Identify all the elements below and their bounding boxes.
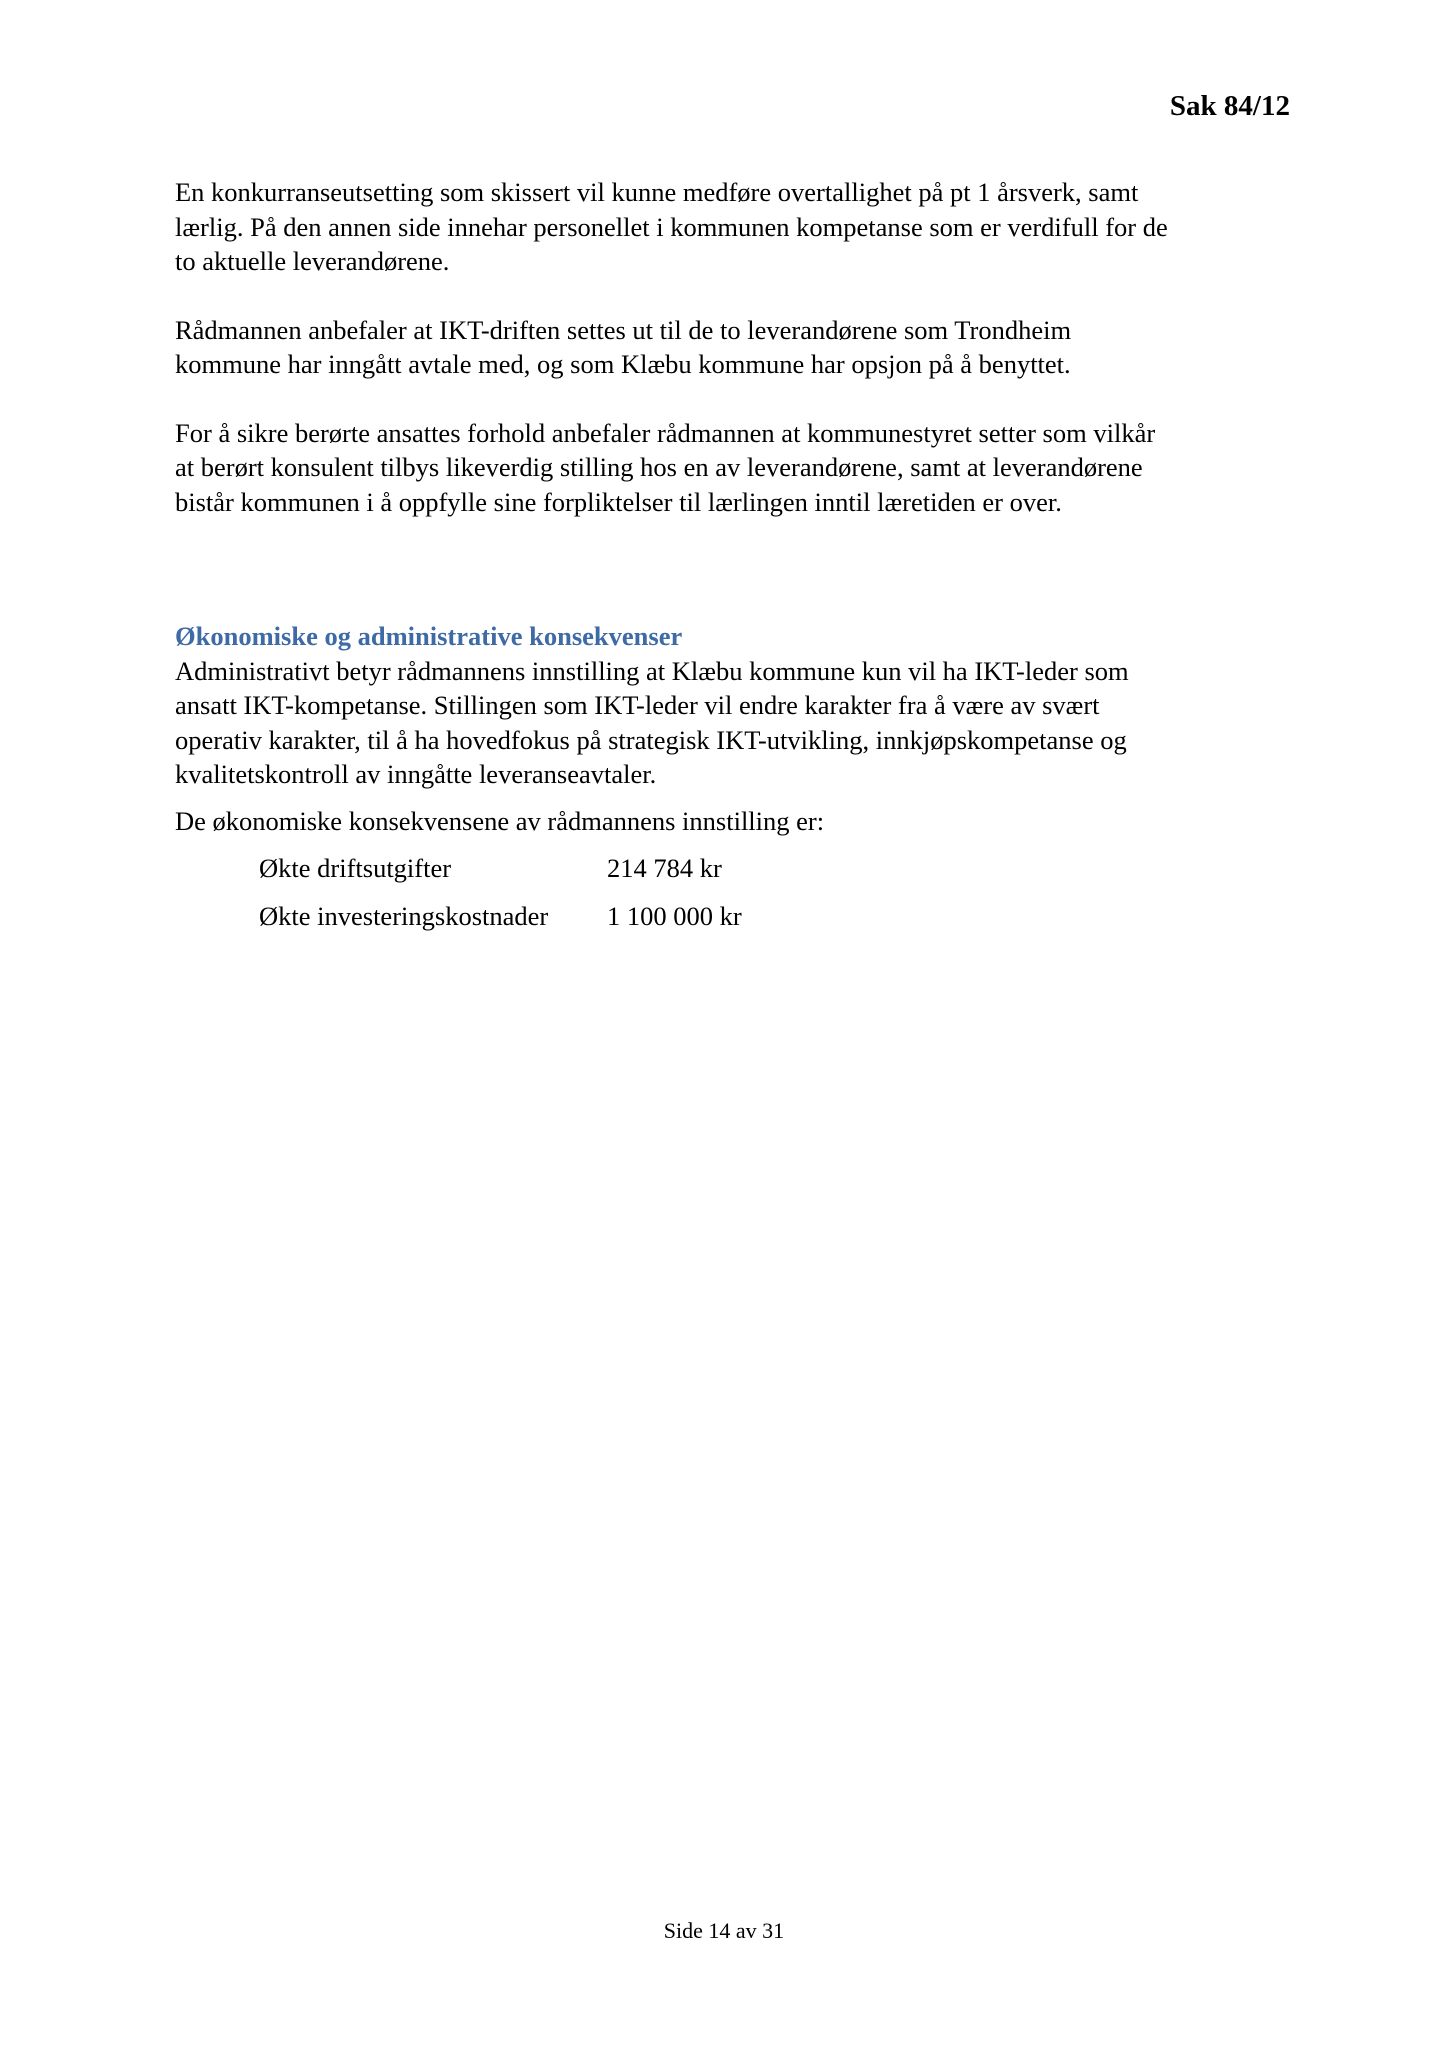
text-line: En konkurranseutsetting som skissert vil kunne medføre overtallighet på pt 1 årsverk, samt bbox=[175, 177, 1139, 207]
paragraph-employee-conditions bbox=[175, 416, 1295, 520]
text-line: to aktuelle leverandørene. bbox=[175, 246, 450, 276]
document-body bbox=[175, 175, 1295, 940]
text-line: For å sikre berørte ansattes forhold anbefaler rådmannen at kommunestyret setter som vilkår bbox=[175, 417, 1156, 448]
cost-table bbox=[259, 844, 742, 940]
cost-value: 1 100 000 kr bbox=[607, 900, 742, 931]
text-line: kommune har inngått avtale med, og som Klæbu kommune har opsjon på å benyttet. bbox=[175, 349, 1071, 379]
text-line: ansatt IKT-kompetanse. Stillingen som IKT-leder vil endre karakter fra å være av svært bbox=[175, 690, 1100, 720]
paragraph-spacer bbox=[175, 382, 1295, 416]
paragraph-economic-intro bbox=[175, 804, 1295, 839]
text-line: at berørt konsulent tilbys likeverdig stilling hos en av leverandørene, samt at leverandørene bbox=[175, 452, 1143, 482]
text-line: De økonomiske konsekvensene av rådmannens innstilling er: bbox=[175, 805, 825, 836]
cost-label: Økte driftsutgifter bbox=[259, 852, 452, 883]
paragraph-administrative bbox=[175, 654, 1295, 792]
paragraph-overstaffing bbox=[175, 175, 1295, 279]
cost-label: Økte investeringskostnader bbox=[259, 900, 549, 931]
section-heading: Økonomiske og administrative konsekvenser bbox=[175, 621, 683, 651]
text-line: Administrativt betyr rådmannens innstilling at Klæbu kommune kun vil ha IKT-leder som bbox=[175, 655, 1129, 686]
paragraph-spacer bbox=[175, 279, 1295, 313]
text-line: lærlig. På den annen side innehar personellet i kommunen kompetanse som er verdifull for de bbox=[175, 211, 1168, 242]
text-line: kvalitetskontroll av inngåtte leveranseavtaler. bbox=[175, 759, 657, 789]
table-row bbox=[259, 892, 742, 940]
table-row bbox=[259, 844, 742, 892]
page-number: Side 14 av 31 bbox=[663, 1918, 785, 1943]
cost-value: 214 784 kr bbox=[607, 852, 722, 883]
text-line: Rådmannen anbefaler at IKT-driften settes ut til de to leverandørene som Trondheim bbox=[175, 314, 1072, 345]
case-reference: Sak 84/12 bbox=[1169, 90, 1290, 122]
text-line: bistår kommunen i å oppfylle sine forpliktelser til lærlingen inntil læretiden er over. bbox=[175, 486, 1062, 517]
section-spacer bbox=[175, 519, 1295, 619]
text-line: operativ karakter, til å ha hovedfokus på strategisk IKT-utvikling, innkjøpskompetanse og bbox=[175, 724, 1127, 755]
paragraph-recommendation bbox=[175, 313, 1295, 382]
